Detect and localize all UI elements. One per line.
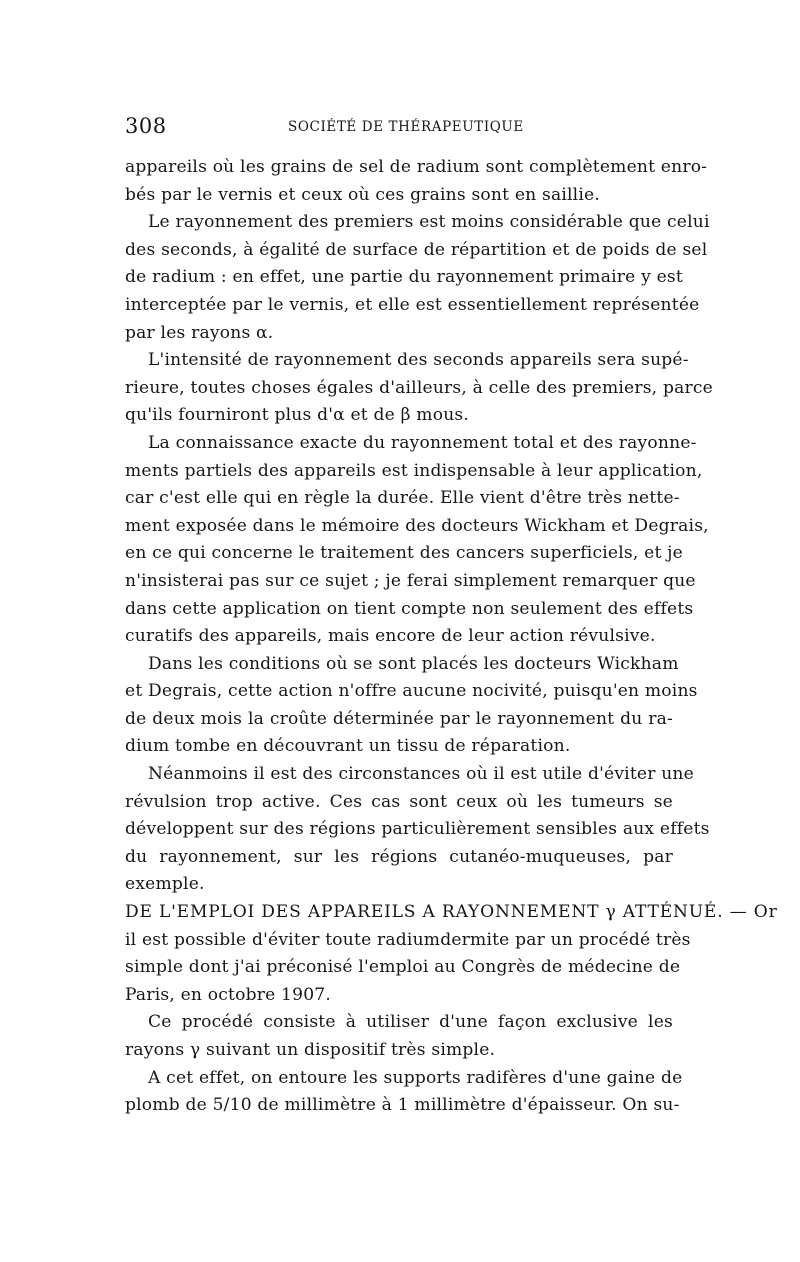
text-line: curatifs des appareils, mais encore de leur action révulsive.: [125, 626, 656, 647]
text-line: et Degrais, cette action n'offre aucune nocivité, puisqu'en moins: [125, 681, 698, 702]
text-line: n'insisterai pas sur ce sujet ; je ferai simplement remarquer que: [125, 570, 696, 591]
text-line: ment exposée dans le mémoire des docteurs Wickham et Degrais,: [125, 515, 709, 536]
text-line: dans cette application on tient compte non seulement des effets: [125, 598, 694, 619]
text-line: exemple.: [125, 874, 205, 895]
text-line: dium tombe en découvrant un tissu de réparation.: [125, 736, 571, 757]
running-title: SOCIÉTÉ DE THÉRAPEUTIQUE: [288, 119, 524, 135]
text-line: Néanmoins il est des circonstances où il est utile d'éviter une: [148, 764, 694, 785]
text-line: rieure, toutes choses égales d'ailleurs, à celle des premiers, parce: [125, 377, 713, 398]
text-line: Paris, en octobre 1907.: [125, 984, 331, 1005]
text-line: Le rayonnement des premiers est moins considérable que celui: [148, 212, 710, 233]
text-line: Dans les conditions où se sont placés les docteurs Wickham: [148, 653, 679, 674]
text-line: des seconds, à égalité de surface de répartition et de poids de sel: [125, 239, 708, 260]
text-line: de deux mois la croûte déterminée par le rayonnement du ra-: [125, 708, 673, 729]
text-line: interceptée par le vernis, et elle est essentiellement représentée: [125, 294, 700, 315]
text-line: développent sur des régions particulièrement sensibles aux effets: [125, 819, 710, 840]
text-line: de radium : en effet, une partie du rayonnement primaire y est: [125, 267, 683, 288]
text-line: bés par le vernis et ceux où ces grains sont en saillie.: [125, 184, 600, 205]
text-line: ments partiels des appareils est indispensable à leur application,: [125, 460, 703, 481]
text-line: du rayonnement, sur les régions cutanéo-muqueuses, par: [125, 846, 673, 867]
text-line: A cet effet, on entoure les supports radifères d'une gaine de: [148, 1067, 683, 1088]
text-line: qu'ils fourniront plus d'α et de β mous.: [125, 405, 470, 426]
text-line: La connaissance exacte du rayonnement total et des rayonne-: [148, 432, 697, 453]
page-number: 308: [125, 114, 167, 138]
text-line: Ce procédé consiste à utiliser d'une façon exclusive les: [148, 1012, 673, 1033]
body-text: [125, 154, 778, 1120]
text-line: révulsion trop active. Ces cas sont ceux où les tumeurs se: [125, 791, 673, 812]
section-heading-line: DE L'EMPLOI DES APPAREILS A RAYONNEMENT γ ATTÉNUÉ. — Or: [125, 902, 778, 923]
text-line: par les rayons α.: [125, 322, 274, 343]
text-line: appareils où les grains de sel de radium sont complètement enro-: [125, 157, 708, 177]
text-line: L'intensité de rayonnement des seconds appareils sera supé-: [148, 350, 689, 371]
text-line: car c'est elle qui en règle la durée. Elle vient d'être très nette-: [125, 488, 680, 509]
text-line: rayons γ suivant un dispositif très simple.: [125, 1040, 496, 1060]
text-line: plomb de 5/10 de millimètre à 1 millimètre d'épaisseur. On su-: [125, 1095, 680, 1116]
text-line: simple dont j'ai préconisé l'emploi au Congrès de médecine de: [125, 957, 681, 978]
text-line: il est possible d'éviter toute radiumdermite par un procédé très: [125, 929, 691, 950]
page-header: [125, 114, 673, 144]
text-line: en ce qui concerne le traitement des cancers superficiels, et je: [125, 543, 683, 564]
